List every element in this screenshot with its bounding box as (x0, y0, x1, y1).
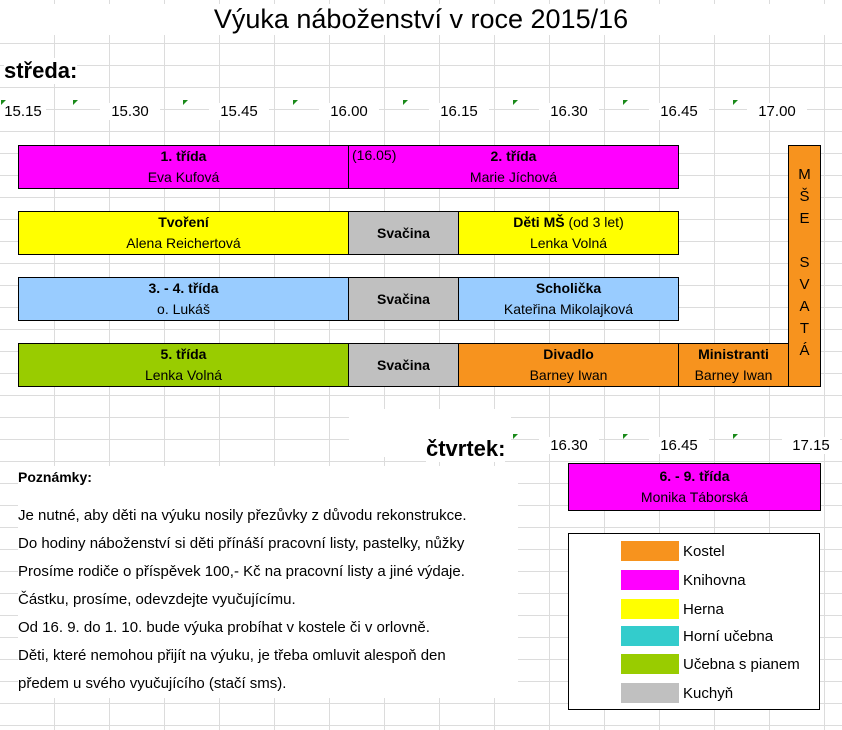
notes-section (18, 466, 518, 698)
mass-letter: E (799, 210, 810, 227)
time-tick: 16.15 (429, 103, 489, 120)
legend-swatch (621, 654, 679, 674)
legend-swatch (621, 626, 679, 646)
mass-letter: S (799, 254, 810, 271)
block-title: 2. třída (490, 148, 537, 164)
legend-label: Kuchyň (683, 684, 734, 702)
note-line: Prosíme rodiče o příspěvek 100,- Kč na pracovní listy a jiné výdaje. (18, 563, 465, 580)
legend-swatch (621, 570, 679, 590)
legend-item (621, 598, 724, 620)
ministranti-block[interactable] (678, 343, 789, 387)
cell-marker (1, 100, 6, 105)
teacher-name: Alena Reichertová (126, 235, 241, 251)
wednesday-label: středa: (4, 58, 78, 83)
mass-letter: Á (799, 342, 810, 359)
legend-box (568, 533, 820, 710)
teacher-name: Eva Kufová (147, 169, 220, 185)
tvoreni-block[interactable] (18, 211, 349, 255)
block-title: Scholička (535, 280, 602, 296)
legend-swatch (621, 541, 679, 561)
class-5-block[interactable] (18, 343, 349, 387)
time-tick: 15.30 (100, 103, 160, 120)
mass-letter: A (799, 298, 810, 315)
mass-letter: T (799, 320, 810, 337)
block-title: Děti MŠ (513, 214, 565, 230)
divadlo-block[interactable] (458, 343, 679, 387)
teacher-name: Barney Iwan (694, 367, 773, 383)
mass-letter (789, 230, 820, 252)
time-tick: 16.00 (319, 103, 379, 120)
class-1-block[interactable] (18, 145, 349, 189)
teacher-name: Lenka Volná (529, 235, 608, 251)
cell-marker (293, 100, 298, 105)
note-line: Je nutné, aby děti na výuku nosily přezůvky z důvodu rekonstrukce. (18, 507, 467, 524)
mass-letter: V (799, 276, 810, 293)
block-title: 3. - 4. třída (148, 280, 219, 296)
legend-item (621, 540, 725, 562)
time-tick: 17.15 (782, 437, 840, 454)
deti-ms-block[interactable] (458, 211, 679, 255)
time-tick: 16.45 (649, 437, 709, 454)
scholicka-block[interactable] (458, 277, 679, 321)
mass-letter: M (798, 166, 811, 183)
start-time-note: (16.05) (352, 147, 397, 163)
note-line: Děti, které nemohou přijít na výuku, je třeba omluvit alespoň den (18, 647, 446, 664)
legend-item (621, 625, 773, 647)
cell-marker (623, 100, 628, 105)
note-line: Částku, prosíme, odevzdejte vyučujícímu. (18, 591, 296, 608)
cell-marker (733, 100, 738, 105)
class-6-9-block[interactable] (568, 463, 821, 511)
time-tick: 16.45 (649, 103, 709, 120)
time-tick: 16.30 (539, 437, 599, 454)
block-title: 5. třída (160, 346, 207, 362)
cell-marker (513, 100, 518, 105)
cell-marker (623, 434, 628, 439)
legend-item (621, 653, 800, 675)
teacher-name: Kateřina Mikolajková (503, 301, 634, 317)
teacher-name: o. Lukáš (157, 301, 210, 317)
cell-marker (403, 100, 408, 105)
note-line: Do hodiny náboženství si děti přínáší pracovní listy, pastelky, nůžky (18, 535, 465, 552)
cell-marker (733, 434, 738, 439)
block-title: 1. třída (160, 148, 207, 164)
block-title-line (459, 212, 678, 233)
legend-item (621, 682, 733, 704)
legend-swatch (621, 599, 679, 619)
legend-label: Kostel (683, 542, 725, 560)
cell-marker (73, 100, 78, 105)
teacher-name: Lenka Volná (144, 367, 223, 383)
time-tick: 17.00 (747, 103, 807, 120)
snack-block[interactable]: Svačina (348, 277, 459, 321)
cell-marker (513, 434, 518, 439)
teacher-name: Barney Iwan (529, 367, 608, 383)
class-3-4-block[interactable] (18, 277, 349, 321)
page-title: Výuka náboženství v roce 2015/16 (0, 4, 842, 35)
note-line: Od 16. 9. do 1. 10. bude výuka probíhat v kostele či v orlovně. (18, 619, 430, 636)
block-title: 6. - 9. třída (659, 468, 730, 484)
age-note: (od 3 let) (564, 214, 624, 230)
legend-label: Knihovna (683, 571, 746, 589)
snack-block[interactable]: Svačina (348, 343, 459, 387)
legend-label: Učebna s pianem (683, 655, 800, 673)
teacher-name: Marie Jíchová (469, 169, 558, 185)
block-title: Tvoření (158, 214, 209, 230)
legend-label: Horní učebna (683, 627, 774, 645)
snack-block[interactable]: Svačina (348, 211, 459, 255)
block-title: Divadlo (543, 346, 594, 362)
holy-mass-block[interactable] (788, 145, 821, 387)
class-2-block[interactable] (348, 145, 679, 189)
legend-swatch (621, 683, 679, 703)
thursday-label: čtvrtek: (426, 436, 506, 461)
teacher-name: Monika Táborská (640, 489, 749, 505)
time-tick: 16.30 (539, 103, 599, 120)
cell-marker (183, 100, 188, 105)
block-title: Ministranti (698, 346, 769, 362)
notes-heading: Poznámky: (18, 469, 92, 485)
mass-letter: Š (799, 188, 810, 205)
note-line: předem u svého vyučujícího (stačí sms). (18, 675, 287, 692)
legend-label: Herna (683, 600, 724, 618)
legend-item (621, 569, 746, 591)
time-tick: 15.15 (0, 103, 46, 120)
time-tick: 15.45 (209, 103, 269, 120)
